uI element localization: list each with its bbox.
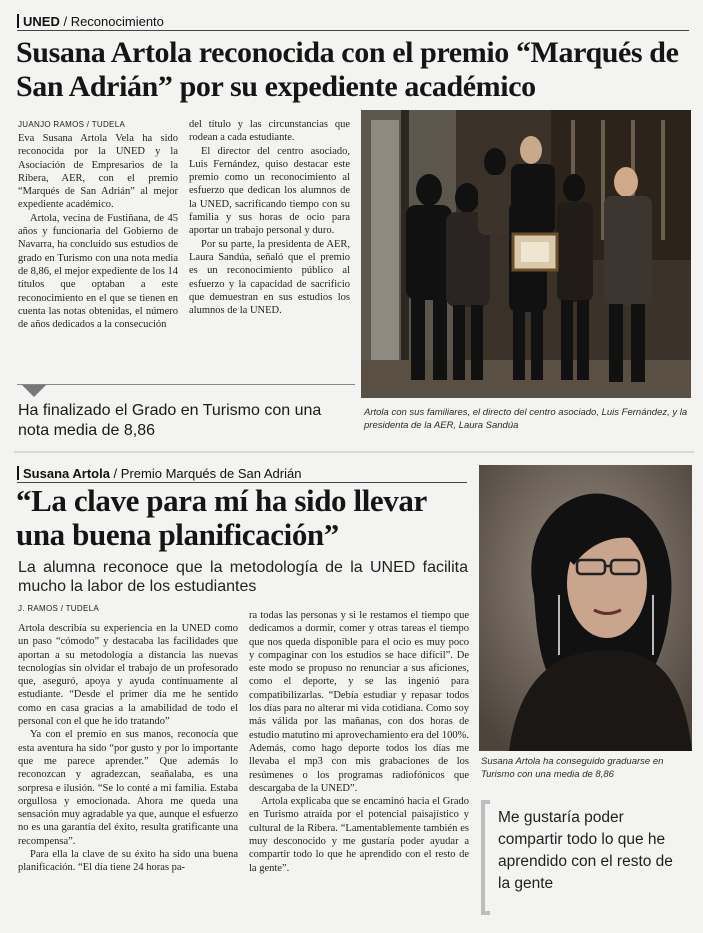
- paragraph: Artola explicaba que se encaminó hacia el Grado en Turismo atraída por el potencial paisajístico y cultural de la Ribera. “Lamentablemente también es muy desconocido y me gustaría poder ayudar a compartir todo lo que he aprendido con el resto de la gente”.: [249, 796, 469, 874]
- section-tag: UNED / Reconocimiento: [17, 14, 164, 29]
- section-subname: Reconocimiento: [70, 14, 164, 29]
- triangle-marker: [22, 385, 46, 397]
- subheadline: La alumna reconoce que la metodología de la UNED facilita mucho la labor de los estudiantes: [18, 559, 468, 595]
- byline-place: TUDELA: [91, 120, 126, 129]
- byline-author: JUANJO RAMOS: [18, 120, 85, 129]
- section-name: UNED: [23, 14, 60, 29]
- section-bar: [17, 14, 19, 28]
- byline: JUANJO RAMOS / TUDELA: [18, 120, 126, 129]
- article-divider: [14, 451, 694, 453]
- byline-author: J. RAMOS: [18, 604, 59, 613]
- section-subname: Premio Marqués de San Adrián: [120, 466, 302, 481]
- headline: “La clave para mí ha sido llevar una buena planificación”: [16, 483, 427, 552]
- paragraph: Ya con el premio en sus manos, reconocía que esta aventura ha sido “por gusto y por lo importante que me parece aprender.” Que además lo reconozcan y agradezcan, seañalaba, es una sorpresa e ilusión. “Se lo conté a mi familia. Estaba orgullosa y emocionada. Ahora me queda una sensación muy agradable ya que, aunque el esfuerzo no es una garantía del éxito, resulta gratificante una recompensa”.: [18, 729, 238, 847]
- article-column-1: [18, 622, 238, 875]
- article-column-1: [18, 132, 178, 331]
- portrait-photo: [479, 465, 692, 751]
- byline: J. RAMOS / TUDELA: [18, 604, 99, 613]
- section-tag: Susana Artola / Premio Marqués de San Adrián: [17, 466, 301, 481]
- headline: Susana Artola reconocida con el premio “Marqués de San Adrián” por su expediente académico: [16, 36, 679, 103]
- pullquote: Ha finalizado el Grado en Turismo con una nota media de 8,86: [18, 402, 322, 439]
- paragraph: Por su parte, la presidenta de AER, Laura Sandúa, señaló que el premio es un reconocimiento público al esfuerzo y la capacidad de sacrificio que demuestran en sus estudios los alumnos de la UNED.: [189, 238, 350, 317]
- section-name: Susana Artola: [23, 466, 110, 481]
- paragraph: Artola, vecina de Fustiñana, de 45 años y funcionaria del Gobierno de Navarra, ha concluido sus estudios de grado en Turismo con una nota media de 8,86, el mejor expediente de los 14 títulos que optaban a este reconocimiento en el que se tienen en cuenta las notas obtenidas, el número de años dedicados a la consecución: [18, 212, 178, 331]
- paragraph: Eva Susana Artola Vela ha sido reconocida por la UNED y la Asociación de Empresarios de la Ribera, AER, con el premio “Marqués de San Adrián” al mejor expediente académico.: [18, 133, 178, 211]
- paragraph: El director del centro asociado, Luis Fernández, quiso destacar este premio como un reconocimiento al esfuerzo que dedican los alumnos de la UNED, sacrificando tiempo con su familia y sus horas de ocio para aportar un trabajo personal y duro.: [189, 145, 350, 237]
- article-column-2: [249, 609, 469, 875]
- paragraph: del título y las circunstancias que rodean a cada estudiante.: [189, 119, 350, 144]
- article-column-2: [189, 118, 350, 317]
- paragraph: Artola describía su experiencia en la UNED como un paso “cómodo” y destacaba las facilidades que aportan a su metodología a distancia las nuevas tecnologías sin olvidar el trabajo de un profesorado que, aseguró, apoya y ayuda continuamente al estudiante. “Desde el primer día me he sentido como en casa gracias a la amabilidad de todo el personal con el que he ido tratando”: [18, 623, 238, 728]
- paragraph: Para ella la clave de su éxito ha sido una buena planificación. “El día tiene 24 horas pa-: [18, 849, 238, 874]
- pullquote-rule: [17, 384, 355, 385]
- photo-caption: Susana Artola ha conseguido graduarse en Turismo con una media de 8,86: [481, 756, 664, 780]
- portrait-photo-image: [479, 465, 692, 751]
- group-photo: [361, 110, 691, 398]
- pullquote-bracket: [481, 800, 490, 915]
- section-bar: [17, 466, 19, 480]
- group-photo-image: [361, 110, 691, 398]
- photo-caption: Artola con sus familiares, el directo del centro asociado, Luis Fernández, y la presidenta de la AER, Laura Sandúa: [364, 407, 688, 431]
- section-rule: [17, 30, 689, 31]
- pullquote: Me gustaría poder compartir todo lo que he aprendido con el resto de la gente: [498, 809, 673, 892]
- paragraph: ra todas las personas y si le restamos el tiempo que dedicamos a dormir, comer y otras tareas el tiempo que nos queda disponible para el ocio es muy poco y compaginar con los estudios se hace difícil”. De este modo se propuso no renunciar a sus aficiones, como el deporte, y se las ingenió para compatibilizarlas. “Debía estudiar y repasar todos los días para no alterar mi vida cotidiana. Como soy más válida por las mañanas, con dos horas de estudio matutino mi aprovechamiento era del 100%. Además, como hago deporte todos los días me llevaba el mp3 con mis grabaciones de los resúmenes o los programas radiofónicos que descargaba de la UNED”.: [249, 610, 469, 794]
- byline-place: TUDELA: [65, 604, 99, 613]
